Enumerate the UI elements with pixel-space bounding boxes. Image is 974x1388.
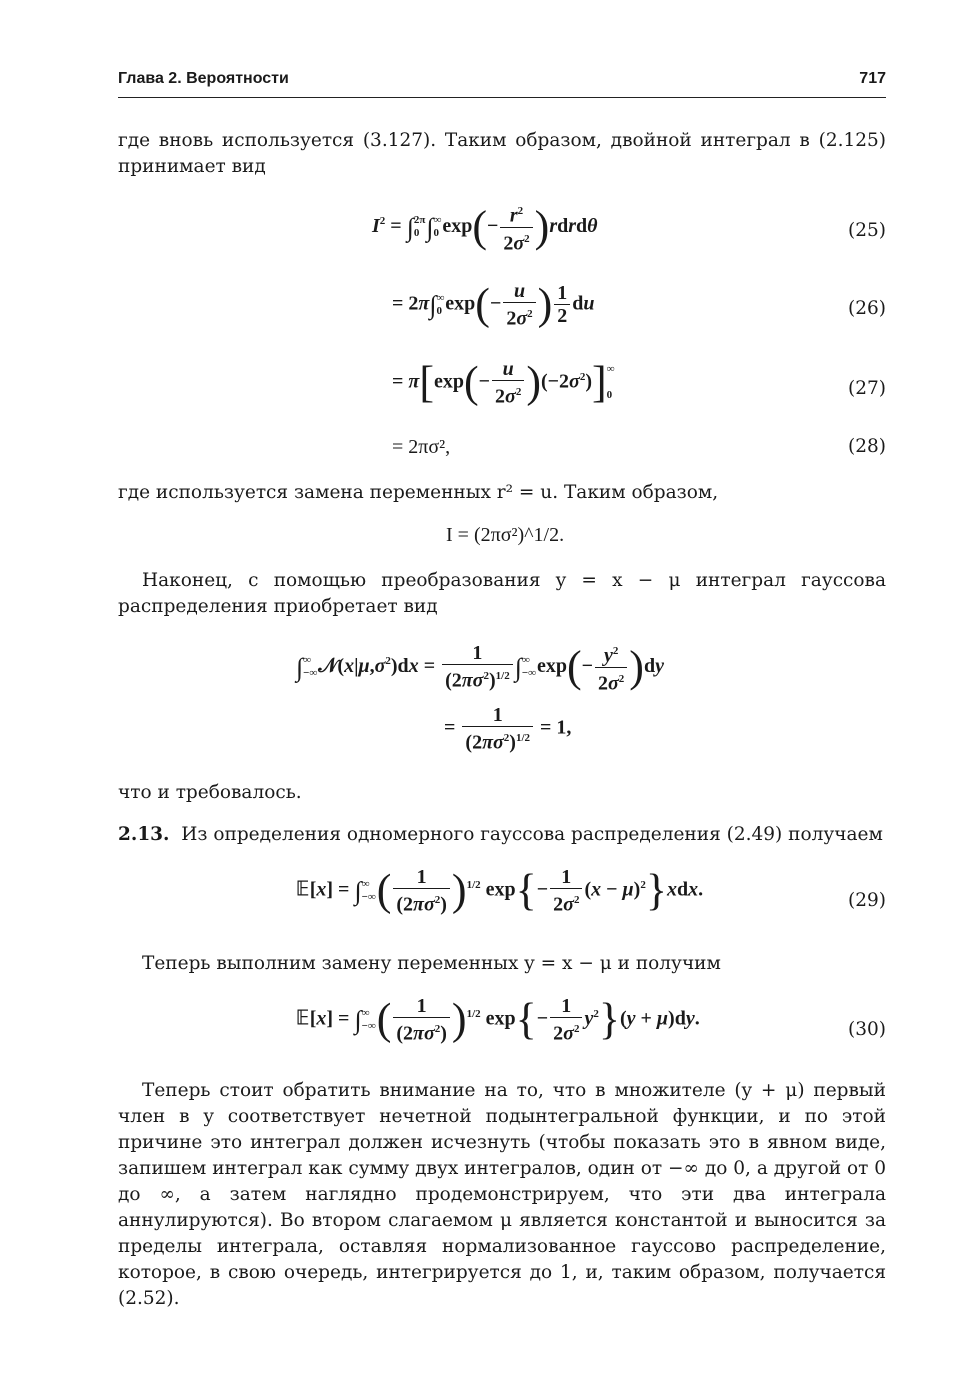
equation-number-29: (29) bbox=[848, 890, 886, 911]
equation-I-body: I = (2πσ²)^1/2. bbox=[446, 524, 565, 546]
chapter-title: Глава 2. Вероятности bbox=[118, 70, 289, 87]
exercise-label: 2.13. bbox=[118, 824, 170, 845]
paragraph-1: где вновь используется (3.127). Таким образом, двойной интеграл в (2.125) принимает вид bbox=[118, 130, 886, 177]
paragraph-6: Теперь выполним замену переменных y = x − μ и получим bbox=[142, 953, 721, 974]
equation-30: 𝔼[x] = ∫ ∞ −∞ ( $\frac{1}{(2\pi\sigma^2)}$ )$^{1/2}$ exp{− $\frac{1}{2\sigma^2}$ $y^2\}(y + \mu)dy$. (30) bbox=[296, 994, 886, 1045]
equation-gaussian-integral: ∫ ∞ −∞ $𝒩(x|\mu,\sigma^2)dx$ = $\frac{1}{(2\pi\sigma^2)^{1/2}}$ ∫ ∞ −∞ exp(− $\frac{y^2}{2\sigma^2}$ )dy = $\frac{1}{(2\pi\sigma^2)^{1/2}}$ = 1, bbox=[296, 641, 664, 754]
equation-number-26: (26) bbox=[848, 298, 886, 319]
equation-29: 𝔼[x] = ∫ ∞ −∞ ( $\frac{1}{(2\pi\sigma^2)}$ )$^{1/2}$ exp{− $\frac{1}{2\sigma^2}$ $(x - \mu)^2\}xdx$. (29) bbox=[296, 865, 886, 916]
running-header bbox=[118, 66, 886, 92]
equation-I bbox=[118, 524, 886, 552]
equation-28 bbox=[118, 436, 886, 464]
paragraph-7: Теперь стоит обратить внимание на то, что в множителе (y + μ) первый член в y соответствует нечетной подынтегральной функции, и по этой причине это интеграл должен исчезнуть (чтобы показать это в явном виде, запишем интеграл как сумму двух интегралов, один от −∞ до 0, а другой от 0 до ∞, а затем наглядно продемонстрируем, что эти два интеграла аннулируются). Во втором слагаемом μ является константой и выносится за пределы интеграла, оставляя нормализованное гауссово распределение, которое, в свою очередь, интегрируется до 1, и, таким образом, получается (2.52). bbox=[118, 1080, 886, 1309]
paragraph-5 bbox=[118, 822, 886, 848]
equation-27: = π[exp(− $\frac{u}{2\sigma^2}$ )$(-2\sigma^2)$] ∞ 0 (27) bbox=[392, 357, 886, 408]
header-rule bbox=[118, 97, 886, 98]
equation-26: = 2π∫ ∞ 0 exp(− $\frac{u}{2\sigma^2}$ ) $\frac{1}{2}$ du (26) bbox=[392, 279, 886, 330]
paragraph-2: где используется замена переменных r² = u. Таким образом, bbox=[118, 482, 719, 503]
page bbox=[118, 0, 886, 1388]
equation-number-30: (30) bbox=[848, 1019, 886, 1040]
equation-number-28: (28) bbox=[848, 436, 886, 457]
paragraph-4: что и требовалось. bbox=[118, 782, 302, 803]
equation-25: $I^2$ = ∫ 2π 0 ∫ ∞ 0 exp(− $\frac{r^2}{2\sigma^2}$ )rdrdθ (25) bbox=[372, 201, 886, 255]
equation-28-body: = 2πσ², bbox=[392, 436, 451, 458]
exercise-text: Из определения одномерного гауссова распределения (2.49) получаем bbox=[181, 824, 883, 845]
paragraph-3: Наконец, с помощью преобразования y = x − μ интеграл гауссова распределения приобретает вид bbox=[118, 570, 886, 617]
page-number: 717 bbox=[859, 70, 886, 87]
equation-number-25: (25) bbox=[848, 220, 886, 241]
equation-number-27: (27) bbox=[848, 378, 886, 399]
